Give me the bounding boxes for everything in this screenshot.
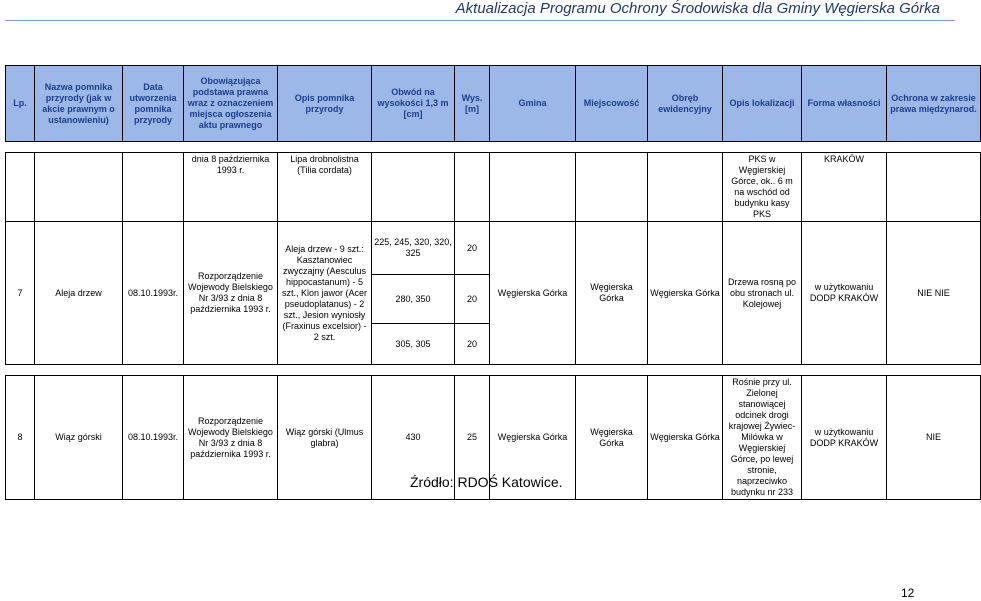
nature-monuments-table [5, 65, 981, 500]
table-gap-row [6, 365, 981, 376]
table-row-continued [6, 153, 981, 222]
col-header-gmina: Gmina [490, 66, 576, 142]
col-header-wys: Wys. [m] [455, 66, 490, 142]
cell-lp: 8 [6, 376, 35, 500]
table-gap-row [6, 142, 981, 153]
col-header-forma: Forma własności [802, 66, 887, 142]
page-number: 12 [901, 586, 915, 600]
cell-miejscowosc: Węgierska Górka [576, 376, 648, 500]
cell-ochrona: NIE [887, 376, 981, 500]
cell-forma: w użytkowaniu DODP KRAKÓW [802, 222, 887, 365]
cell-lokalizacja: Rośnie przy ul. Zielonej stanowiącej odcinek drogi krajowej Żywiec-Milówka w Węgierskiej Górce, po lewej stronie, naprzeciwko budynku nr 233 [723, 376, 802, 500]
cell-obwod: 430 [372, 376, 455, 500]
cell-nazwa: Wiąz górski [35, 376, 123, 500]
col-header-obreb: Obręb ewidencyjny [648, 66, 723, 142]
cell-obwod-1: 225, 245, 320, 320, 325 [372, 222, 455, 275]
table-header-row [6, 66, 981, 142]
table-row-7 [6, 222, 981, 275]
cell-obreb: Węgierska Górka [648, 222, 723, 365]
col-header-lokalizacja: Opis lokalizacji [723, 66, 802, 142]
cell-lokalizacja: PKS w Węgierskiej Górce, ok.. 6 m na wschód od budynku kasy PKS [723, 153, 802, 222]
cell-data: 08.10.1993r. [123, 376, 184, 500]
cell-forma: w użytkowaniu DODP KRAKÓW [802, 376, 887, 500]
cell-opis: Lipa drobnolistna (Tilia cordata) [278, 153, 372, 222]
cell-podstawa: Rozporządzenie Wojewody Bielskiego Nr 3/93 z dnia 8 października 1993 r. [184, 222, 278, 365]
cell-lokalizacja: Drzewa rosną po obu stronach ul. Kolejowej [723, 222, 802, 365]
col-header-opis: Opis pomnika przyrody [278, 66, 372, 142]
cell-nazwa: Aleja drzew [35, 222, 123, 365]
cell-podstawa: Rozporządzenie Wojewody Bielskiego Nr 3/93 z dnia 8 października 1993 r. [184, 376, 278, 500]
cell-podstawa: dnia 8 października 1993 r. [184, 153, 278, 222]
cell-obwod-3: 305, 305 [372, 324, 455, 365]
col-header-data: Data utworzenia pomnika przyrody [123, 66, 184, 142]
cell-obwod-2: 280, 350 [372, 275, 455, 324]
cell-opis: Aleja drzew - 9 szt.: Kasztanowiec zwyczajny (Aesculus hippocastanum) - 5 szt., Klon jawor (Acer pseudoplatanus) - 2 szt., Jesion wyniosły (Fraxinus excelsior) - 2 szt. [278, 222, 372, 365]
cell-wys-1: 20 [455, 222, 490, 275]
cell-gmina: Węgierska Górka [490, 222, 576, 365]
source-note: Źródło: RDOŚ Katowice. [410, 474, 563, 490]
cell-opis: Wiąz górski (Ulmus glabra) [278, 376, 372, 500]
cell-wys-2: 20 [455, 275, 490, 324]
cell-wys-3: 20 [455, 324, 490, 365]
cell-gmina: Węgierska Górka [490, 376, 576, 500]
col-header-ochrona: Ochrona w zakresie prawa międzynarod. [887, 66, 981, 142]
cell-data: 08.10.1993r. [123, 222, 184, 365]
col-header-miejscowosc: Miejscowość [576, 66, 648, 142]
cell-obreb: Węgierska Górka [648, 376, 723, 500]
col-header-lp: Lp. [6, 66, 35, 142]
header-rule [5, 20, 955, 21]
col-header-podstawa: Obowiązująca podstawa prawna wraz z oznaczeniem miejsca ogłoszenia aktu prawnego [184, 66, 278, 142]
col-header-obwod: Obwód na wysokości 1,3 m [cm] [372, 66, 455, 142]
cell-forma: KRAKÓW [802, 153, 887, 222]
cell-miejscowosc: Węgierska Górka [576, 222, 648, 365]
cell-ochrona: NIE NIE [887, 222, 981, 365]
document-header-title: Aktualizacja Programu Ochrony Środowiska dla Gminy Węgierska Górka [455, 0, 940, 17]
cell-lp: 7 [6, 222, 35, 365]
col-header-nazwa: Nazwa pomnika przyrody (jak w akcie prawnym o ustanowieniu) [35, 66, 123, 142]
cell-wys: 25 [455, 376, 490, 500]
